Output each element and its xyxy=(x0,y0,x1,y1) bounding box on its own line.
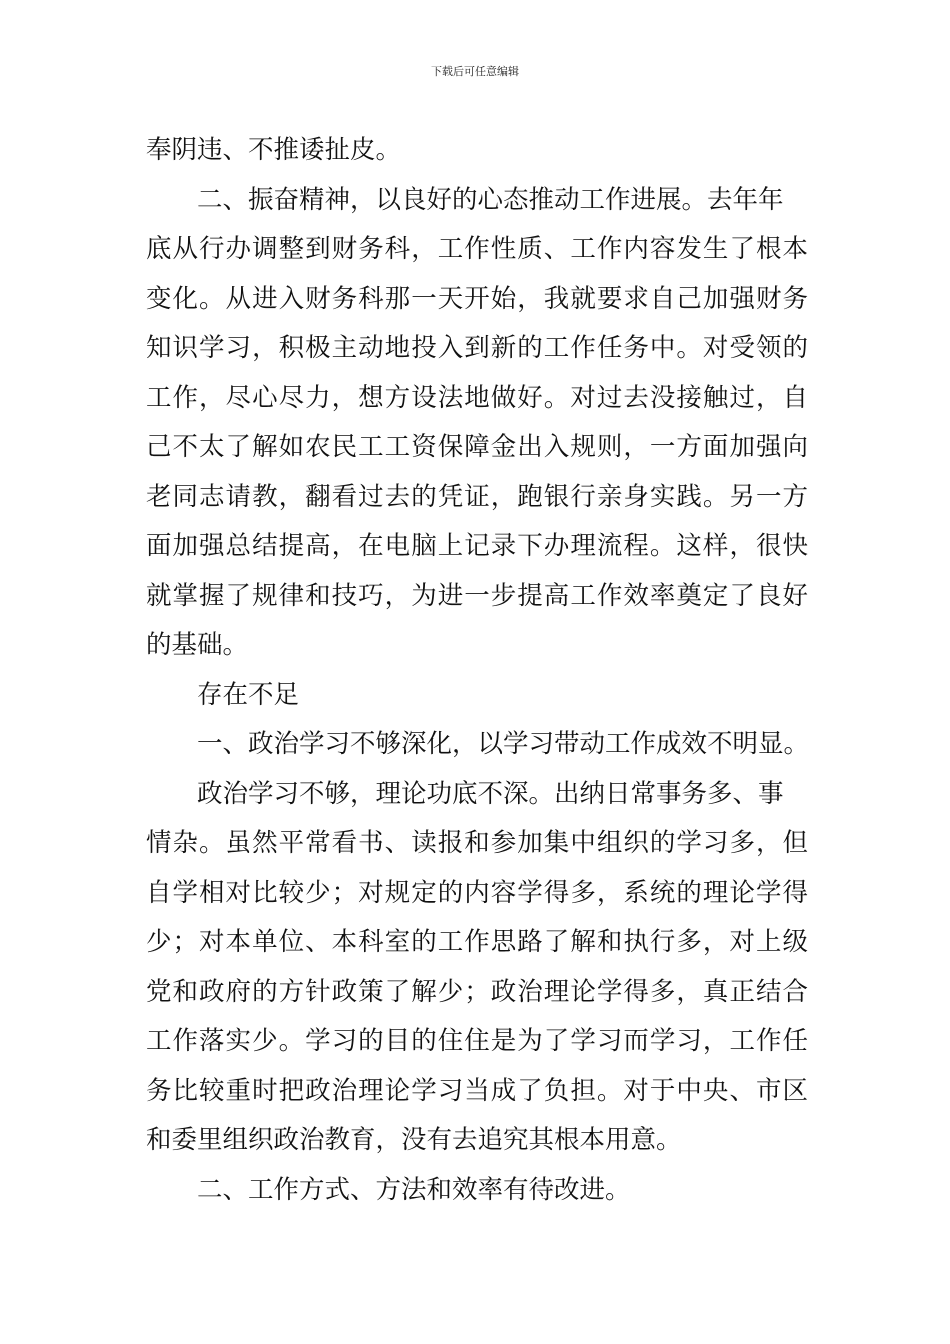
paragraph-line: 工作落实少。学习的目的住住是为了学习而学习，工作任 xyxy=(146,1026,808,1056)
paragraph-line: 党和政府的方针政策了解少；政治理论学得多，真正结合 xyxy=(146,976,808,1007)
paragraph-line: 知识学习，积极主动地投入到新的工作任务中。对受领的 xyxy=(146,333,808,363)
paragraph-line: 情杂。虽然平常看书、读报和参加集中组织的学习多，但 xyxy=(146,828,808,858)
paragraph-line: 少；对本单位、本科室的工作思路了解和执行多，对上级 xyxy=(146,927,808,957)
paragraph-line: 面加强总结提高，在电脑上记录下办理流程。这样，很快 xyxy=(146,531,808,561)
paragraph-line: 老同志请教，翻看过去的凭证，跑银行亲身实践。另一方 xyxy=(146,481,808,512)
section-heading: 一、政治学习不够深化，以学习带动工作成效不明显。 xyxy=(197,729,810,759)
paragraph-line: 底从行办调整到财务科，工作性质、工作内容发生了根本 xyxy=(146,234,808,264)
paragraph-line: 政治学习不够，理论功底不深。出纳日常事务多、事 xyxy=(197,778,784,809)
paragraph-line: 变化。从进入财务科那一天开始，我就要求自己加强财务 xyxy=(146,283,808,314)
document-body xyxy=(146,126,808,1215)
paragraph-line: 务比较重时把政治理论学习当成了负担。对于中央、市区 xyxy=(146,1075,808,1106)
paragraph-line: 自学相对比较少；对规定的内容学得多，系统的理论学得 xyxy=(146,877,808,908)
section-heading: 存在不足 xyxy=(197,679,300,710)
paragraph-line: 的基础。 xyxy=(146,630,249,660)
paragraph-line: 己不太了解如农民工工资保障金出入规则，一方面加强向 xyxy=(146,432,808,462)
section-heading: 二、工作方式、方法和效率有待改进。 xyxy=(197,1174,631,1205)
page-header: 下载后可任意编辑 xyxy=(431,65,519,78)
paragraph-line: 工作，尽心尽力，想方设法地做好。对过去没接触过，自 xyxy=(146,382,808,413)
paragraph-line: 和委里组织政治教育，没有去追究其根本用意。 xyxy=(146,1125,682,1155)
section-heading: 二、振奋精神，以良好的心态推动工作进展。去年年 xyxy=(197,184,784,215)
paragraph-line: 就掌握了规律和技巧，为进一步提高工作效率奠定了良好 xyxy=(146,580,808,611)
paragraph-line: 奉阴违、不推诿扯皮。 xyxy=(146,135,402,165)
